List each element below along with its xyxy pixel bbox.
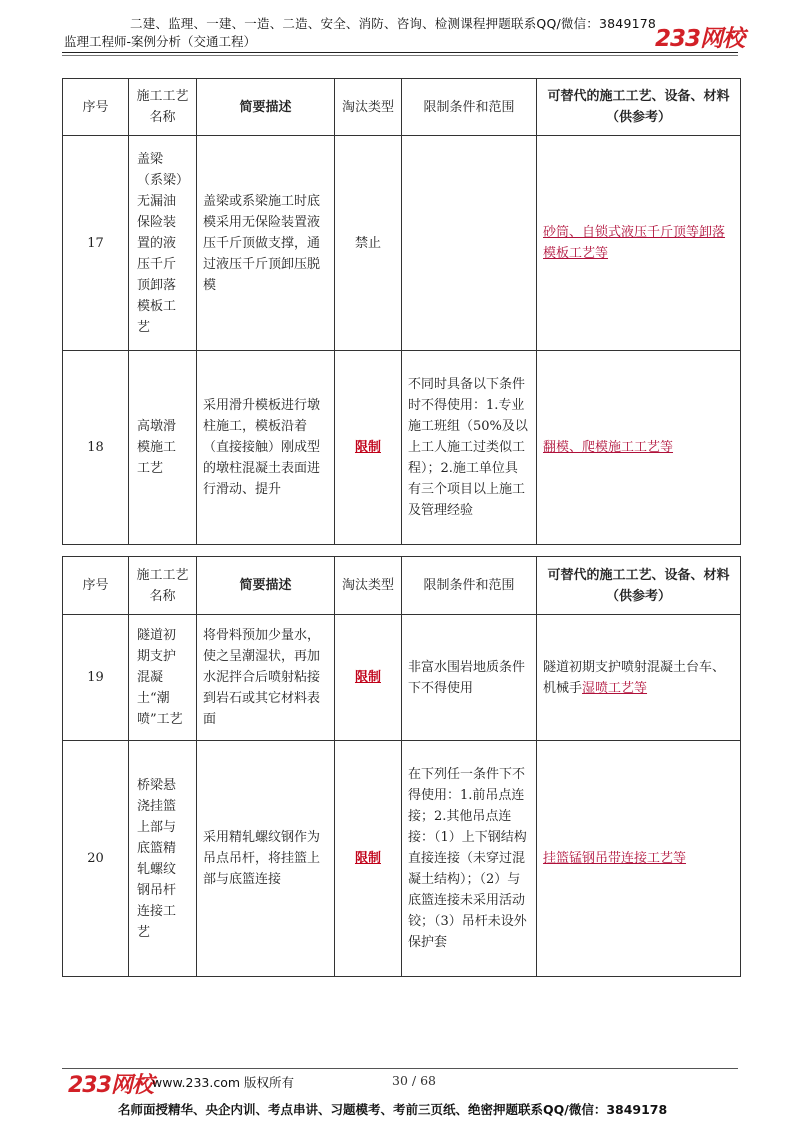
col-header-cond: 限制条件和范围	[402, 557, 537, 615]
row-no: 18	[63, 351, 129, 545]
header-promo-line: 二建、监理、一建、一造、二造、安全、消防、咨询、检测课程押题联系QQ/微信：3849178	[130, 16, 657, 31]
row-name: 高墩滑模施工工艺	[129, 351, 197, 545]
col-header-alt: 可替代的施工工艺、设备、材料（供参考）	[537, 79, 741, 136]
col-header-no: 序号	[63, 557, 129, 615]
col-header-cond: 限制条件和范围	[402, 79, 537, 136]
table-header-row	[63, 79, 741, 136]
row-alt-link[interactable]: 翻模、爬模施工工艺等	[543, 440, 674, 455]
row-alt	[537, 136, 741, 351]
row-name: 桥梁悬浇挂篮上部与底篮精轧螺纹钢吊杆连接工艺	[129, 741, 197, 977]
col-header-name: 施工工艺名称	[129, 557, 197, 615]
row-cond: 非富水围岩地质条件下不得使用	[402, 615, 537, 741]
row-no: 19	[63, 615, 129, 741]
footer-copyright: www.233.com 版权所有	[152, 1075, 294, 1090]
table-header-row	[63, 557, 741, 615]
brand-logo: 233网校	[655, 26, 745, 52]
page-number: 30 / 68	[392, 1073, 436, 1088]
row-alt	[537, 351, 741, 545]
row-type: 禁止	[335, 136, 402, 351]
row-alt-link[interactable]: 湿喷工艺等	[582, 680, 648, 696]
col-header-desc: 简要描述	[197, 79, 335, 136]
table-row	[63, 351, 741, 545]
row-cond	[402, 136, 537, 351]
row-cond: 在下列任一条件下不得使用：1.前吊点连接；2.其他吊点连接：（1）上下钢结构直接连接（未穿过混凝土结构）；（2）与底篮连接未采用活动铰；（3）吊杆未设外保护套	[402, 741, 537, 977]
table-row	[63, 615, 741, 741]
header-divider	[62, 52, 738, 53]
header-subtitle: 监理工程师-案例分析（交通工程）	[64, 34, 257, 49]
footer-promo-line: 名师面授精华、央企内训、考点串讲、习题模考、考前三页纸、绝密押题联系QQ/微信：3849178	[118, 1102, 668, 1117]
restricted-type-link[interactable]: 限制	[354, 851, 381, 866]
row-desc: 采用滑升模板进行墩柱施工，模板沿着（直接接触）刚成型的墩柱混凝土表面进行滑动、提升	[197, 351, 335, 545]
col-header-desc: 简要描述	[197, 557, 335, 615]
row-alt-prefix: 隧道初期支护喷射混凝土台车、机械手	[543, 659, 726, 696]
restricted-type-link[interactable]: 限制	[354, 670, 381, 685]
process-table-1	[62, 78, 741, 545]
row-alt-link[interactable]: 砂筒、自锁式液压千斤顶等卸落模板工艺等	[543, 225, 726, 261]
process-table-2	[62, 556, 741, 977]
col-header-name: 施工工艺名称	[129, 79, 197, 136]
row-desc: 采用精轧螺纹钢作为吊点吊杆，将挂篮上部与底篮连接	[197, 741, 335, 977]
row-name: 隧道初期支护混凝土“潮喷”工艺	[129, 615, 197, 741]
row-desc: 盖梁或系梁施工时底模采用无保险装置液压千斤顶做支撑，通过液压千斤顶卸压脱模	[197, 136, 335, 351]
row-type	[335, 615, 402, 741]
footer-divider	[62, 1068, 738, 1069]
row-cond: 不同时具备以下条件时不得使用：1.专业施工班组（50%及以上工人施工过类似工程）；2.施工单位具有三个项目以上施工及管理经验	[402, 351, 537, 545]
row-name: 盖梁（系梁）无漏油保险装置的液压千斤顶卸落模板工艺	[129, 136, 197, 351]
footer-brand-logo: 233网校	[68, 1073, 153, 1098]
table-row	[63, 136, 741, 351]
row-alt	[537, 741, 741, 977]
row-no: 17	[63, 136, 129, 351]
row-type	[335, 351, 402, 545]
row-alt	[537, 615, 741, 741]
restricted-type-link[interactable]: 限制	[354, 440, 381, 455]
header-divider-thin	[62, 55, 738, 56]
row-desc: 将骨料预加少量水，使之呈潮湿状，再加水泥拌合后喷射粘接到岩石或其它材料表面	[197, 615, 335, 741]
col-header-alt: 可替代的施工工艺、设备、材料（供参考）	[537, 557, 741, 615]
row-no: 20	[63, 741, 129, 977]
col-header-no: 序号	[63, 79, 129, 136]
row-type	[335, 741, 402, 977]
col-header-type: 淘汰类型	[335, 79, 402, 136]
col-header-type: 淘汰类型	[335, 557, 402, 615]
table-row	[63, 741, 741, 977]
row-alt-link[interactable]: 挂篮锰钢吊带连接工艺等	[543, 851, 687, 866]
